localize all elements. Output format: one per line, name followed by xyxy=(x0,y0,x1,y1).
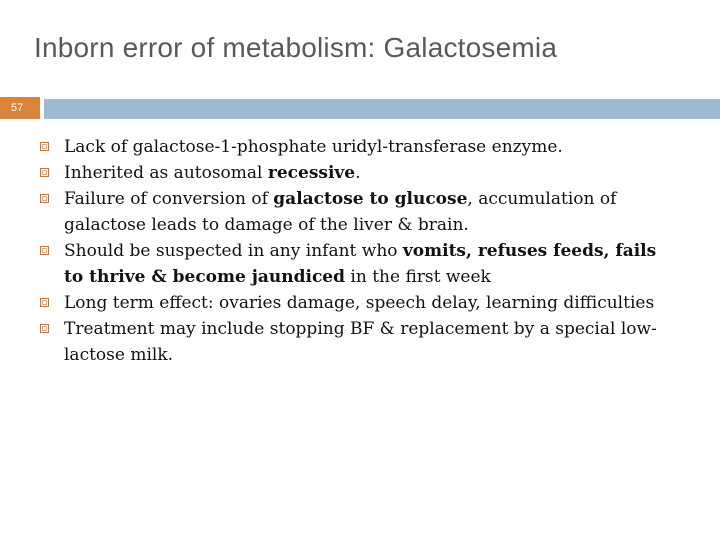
bullet-text: Inherited as autosomal xyxy=(64,163,268,183)
bullet-text: , accumulation of galactose leads to damage of the liver & brain. xyxy=(64,189,617,235)
slide-number: 57 xyxy=(0,97,40,119)
header-bar xyxy=(44,99,720,119)
square-bullet-icon xyxy=(40,324,49,333)
bullet-item xyxy=(40,186,680,238)
bullet-text: in the first week xyxy=(345,267,491,287)
square-bullet-icon xyxy=(40,194,49,203)
bullet-text: . xyxy=(355,163,361,183)
square-bullet-icon xyxy=(40,298,49,307)
bullet-emphasis-text: vomits, refuses feeds, fails to thrive & become jaundiced xyxy=(64,241,657,287)
bullet-text: Lack of galactose-1-phosphate uridyl-transferase enzyme. xyxy=(64,137,563,157)
square-bullet-icon xyxy=(40,246,49,255)
bullet-text: Should be suspected in any infant who xyxy=(64,241,403,261)
bullet-emphasis-text: recessive xyxy=(267,163,356,183)
bullet-text: Failure of conversion of xyxy=(64,189,274,209)
bullet-item xyxy=(40,160,680,186)
slide-title: Inborn error of metabolism: Galactosemia xyxy=(34,32,558,63)
bullet-item xyxy=(40,238,680,290)
bullet-item xyxy=(40,316,680,368)
bullet-emphasis-text: galactose to glucose xyxy=(273,189,468,209)
square-bullet-icon xyxy=(40,168,49,177)
bullet-list xyxy=(40,134,680,368)
bullet-text: Treatment may include stopping BF & replacement by a special low-lactose milk. xyxy=(64,319,657,365)
square-bullet-icon xyxy=(40,142,49,151)
bullet-item xyxy=(40,290,680,316)
bullet-text: Long term effect: ovaries damage, speech delay, learning difficulties xyxy=(64,293,655,313)
bullet-item xyxy=(40,134,680,160)
